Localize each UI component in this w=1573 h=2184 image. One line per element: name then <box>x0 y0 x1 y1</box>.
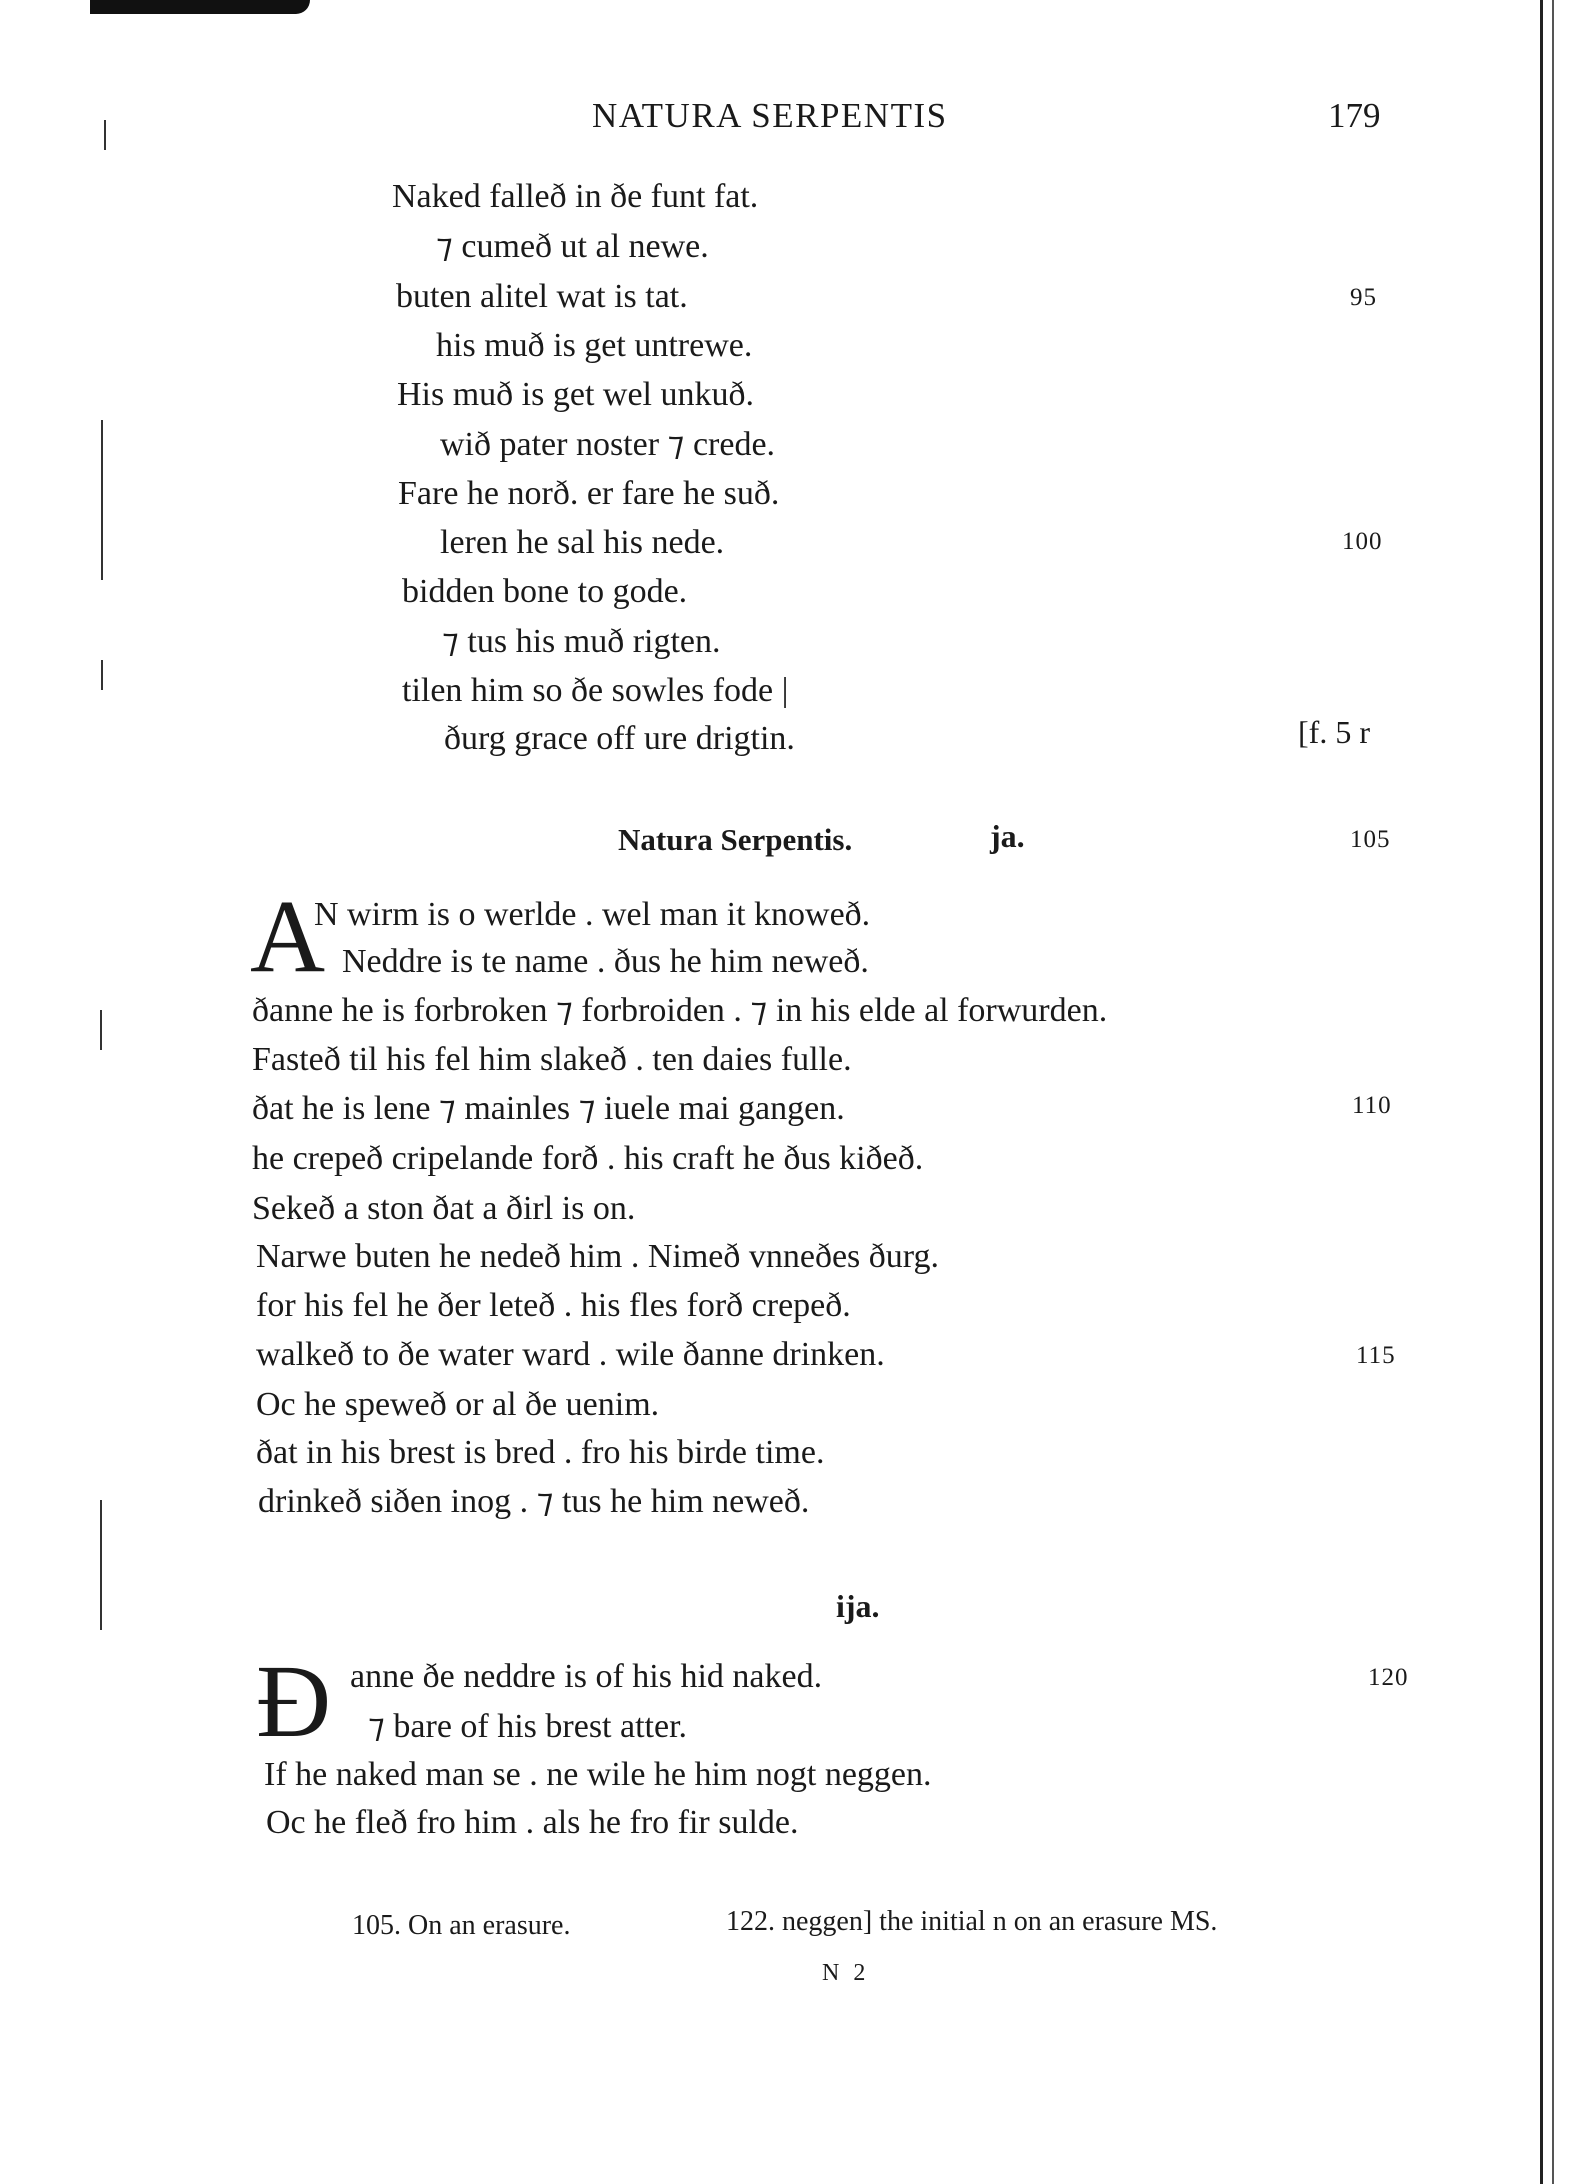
verse-line: wið pater noster ⁊ crede. <box>440 426 776 463</box>
line-number: 105 <box>1350 826 1391 853</box>
drop-cap: A <box>250 879 326 994</box>
scan-mark <box>101 420 103 580</box>
signature-mark: N 2 <box>822 1960 870 1986</box>
verse-line: tilen him so ðe sowles fode | <box>402 672 789 709</box>
folio-marker: [f. 5 r <box>1298 714 1370 750</box>
verse-line: If he naked man se . ne wile he him nogt neggen. <box>264 1756 932 1793</box>
footnote: 122. neggen] the initial n on an erasure MS. <box>726 1906 1218 1937</box>
verse-line: His muð is get wel unkuð. <box>397 376 754 413</box>
scan-mark <box>100 1010 102 1050</box>
verse-line: Sekeð a ston ðat a ðirl is on. <box>252 1190 636 1227</box>
verse-line: ðurg grace off ure drigtin. <box>444 720 795 757</box>
scan-mark <box>100 1500 102 1630</box>
verse-line: drinkeð siðen inog . ⁊ tus he him neweð. <box>258 1483 810 1520</box>
section-ordinal: ja. <box>990 818 1025 854</box>
verse-line: walkeð to ðe water ward . wile ðanne drinken. <box>256 1336 885 1373</box>
verse-line: his muð is get untrewe. <box>436 327 753 364</box>
line-number: 95 <box>1350 284 1377 311</box>
verse-line: ⁊ cumeð ut al newe. <box>436 228 709 265</box>
page-gutter-line <box>1540 0 1543 2184</box>
verse-line: N wirm is o werlde . wel man it knoweð. <box>314 896 871 933</box>
section-ordinal: ija. <box>836 1588 880 1624</box>
line-number: 110 <box>1352 1092 1392 1119</box>
running-head-title: NATURA SERPENTIS <box>592 96 948 135</box>
running-head <box>0 96 1573 146</box>
verse-line: ðat in his brest is bred . fro his birde time. <box>256 1434 825 1471</box>
line-number: 100 <box>1342 528 1383 555</box>
verse-line: Narwe buten he nedeð him . Nimeð vnneðes ðurg. <box>256 1238 939 1275</box>
verse-line: Fasteð til his fel him slakeð . ten daies fulle. <box>252 1041 852 1078</box>
section-heading: Natura Serpentis. <box>618 822 853 857</box>
footnote: 105. On an erasure. <box>352 1910 571 1941</box>
page-gutter-line <box>1552 0 1554 2184</box>
verse-line: Naked falleð in ðe funt fat. <box>392 178 759 215</box>
scan-mark <box>101 660 103 690</box>
verse-line: leren he sal his nede. <box>440 524 725 561</box>
page-number: 179 <box>1328 96 1381 135</box>
verse-line: Fare he norð. er fare he suð. <box>398 475 780 512</box>
verse-line: ðanne he is forbroken ⁊ forbroiden . ⁊ in his elde al forwurden. <box>252 992 1108 1029</box>
line-number: 115 <box>1356 1342 1396 1369</box>
verse-line: Oc he fleð fro him . als he fro fir sulde. <box>266 1804 799 1841</box>
verse-line: ⁊ tus his muð rigten. <box>442 623 721 660</box>
verse-line: he crepeð cripelande forð . his craft he ðus kiðeð. <box>252 1140 924 1177</box>
verse-line: ⁊ bare of his brest atter. <box>368 1708 688 1745</box>
scan-edge-shadow <box>90 0 310 14</box>
verse-line: Neddre is te name . ðus he him neweð. <box>342 943 869 980</box>
verse-line: anne ðe neddre is of his hid naked. <box>350 1658 823 1695</box>
verse-line: ðat he is lene ⁊ mainles ⁊ iuele mai gangen. <box>252 1090 845 1127</box>
verse-line: Oc he speweð or al ðe uenim. <box>256 1386 660 1423</box>
verse-line: buten alitel wat is tat. <box>396 278 688 315</box>
verse-line: bidden bone to gode. <box>402 573 688 610</box>
line-number: 120 <box>1368 1664 1409 1691</box>
drop-cap: Ð <box>256 1644 332 1759</box>
verse-line: for his fel he ðer leteð . his fles forð crepeð. <box>256 1287 851 1324</box>
